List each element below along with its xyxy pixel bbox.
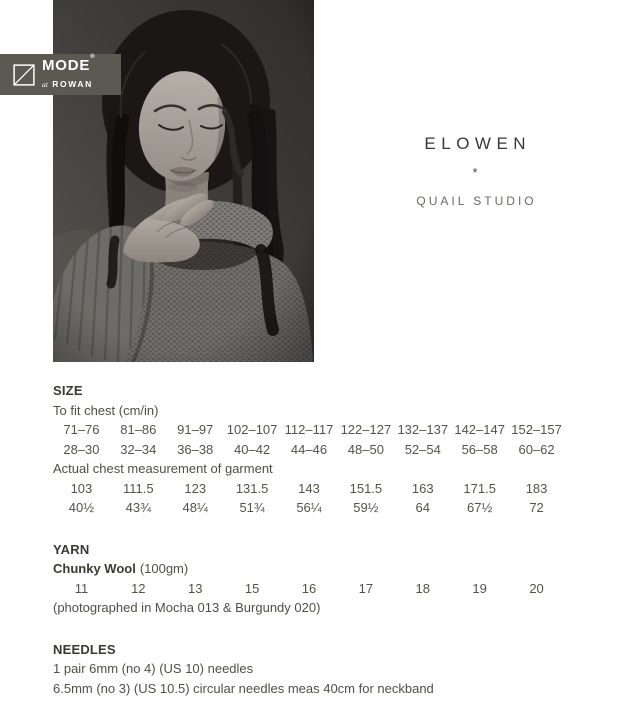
- needles-line-1: 1 pair 6mm (no 4) (US 10) needles: [53, 661, 254, 676]
- table-cell: 60–62: [518, 441, 555, 457]
- logo-subtitle: [42, 75, 95, 91]
- table-cell: 43¾: [125, 500, 151, 515]
- table-cell: 183: [525, 480, 548, 496]
- trademark-symbol: ®: [90, 54, 95, 60]
- table-cell: 111.5: [123, 480, 154, 496]
- size-heading: SIZE: [53, 383, 83, 398]
- logo-rowan-word: ROWAN: [52, 79, 93, 89]
- mode-at-rowan-logo: [0, 54, 121, 95]
- table-cell: 151.5: [349, 480, 383, 496]
- table-cell: 28–30: [63, 441, 100, 457]
- table-cell: 56–58: [461, 441, 498, 457]
- logo-text: [42, 54, 95, 91]
- to-fit-chest-in-row: [53, 440, 565, 460]
- yarn-photographed-note: (photographed in Mocha 013 & Burgundy 020): [53, 600, 321, 615]
- table-cell: 19: [472, 580, 487, 596]
- table-cell: 44–46: [290, 441, 328, 457]
- table-cell: 48–50: [347, 441, 384, 457]
- pattern-title: ELOWEN: [424, 134, 532, 153]
- table-cell: 142–147: [454, 422, 505, 437]
- table-cell: 122–127: [340, 422, 392, 437]
- to-fit-chest-cm-row: [53, 420, 565, 440]
- table-cell: 163: [411, 480, 434, 496]
- table-cell: 11: [74, 580, 89, 596]
- table-cell: 15: [244, 580, 260, 596]
- table-cell: 32–34: [120, 441, 157, 457]
- actual-chest-in-row: [53, 498, 565, 518]
- yarn-name: Chunky Wool: [53, 561, 136, 576]
- table-cell: 12: [131, 580, 146, 596]
- table-cell: 56¼: [296, 500, 322, 515]
- logo-brand-word: MODE: [42, 57, 91, 74]
- table-cell: 64: [415, 500, 430, 515]
- table-cell: 132–137: [397, 422, 449, 437]
- table-cell: 36–38: [177, 441, 214, 457]
- table-cell: 67½: [467, 500, 493, 515]
- table-cell: 103: [70, 480, 93, 496]
- table-cell: 143: [298, 480, 320, 496]
- table-cell: 40½: [68, 500, 95, 515]
- table-cell: 152–157: [511, 422, 562, 437]
- needles-heading: NEEDLES: [53, 641, 116, 657]
- table-cell: 71–76: [63, 422, 100, 437]
- table-cell: 91–97: [177, 422, 214, 437]
- yarn-weight: (100gm): [139, 561, 189, 576]
- actual-chest-cm-row: [53, 479, 565, 499]
- designer-name: QUAIL STUDIO: [416, 194, 537, 208]
- actual-chest-label: Actual chest measurement of garment: [53, 461, 273, 476]
- title-separator-asterisk: *: [472, 165, 478, 180]
- table-cell: 72: [529, 500, 544, 515]
- table-cell: 13: [187, 580, 203, 596]
- table-cell: 131.5: [235, 480, 269, 496]
- yarn-quantities-row: [53, 579, 565, 599]
- table-cell: 171.5: [463, 480, 496, 496]
- to-fit-chest-label: To fit chest (cm/in): [53, 402, 159, 418]
- table-cell: 123: [184, 480, 207, 496]
- title-block: [380, 134, 570, 208]
- yarn-name-line: [53, 559, 565, 579]
- pattern-details: [53, 381, 565, 698]
- table-cell: 112–117: [284, 422, 334, 437]
- yarn-heading: YARN: [53, 541, 90, 557]
- table-cell: 20: [529, 580, 544, 596]
- logo-brand: [42, 54, 95, 74]
- table-cell: 48¼: [182, 500, 208, 515]
- table-cell: 81–86: [120, 422, 157, 437]
- table-cell: 17: [358, 580, 374, 596]
- table-cell: 40–42: [234, 441, 271, 457]
- mode-square-diagonal-icon: [13, 64, 35, 86]
- table-cell: 102–107: [226, 422, 278, 437]
- logo-at-word: at: [42, 80, 48, 89]
- needles-line-2: 6.5mm (no 3) (US 10.5) circular needles meas 40cm for neckband: [53, 680, 434, 696]
- table-cell: 16: [301, 580, 317, 596]
- table-cell: 51¾: [239, 500, 265, 515]
- table-cell: 18: [415, 580, 430, 596]
- table-cell: 52–54: [404, 441, 441, 457]
- table-cell: 59½: [353, 500, 379, 515]
